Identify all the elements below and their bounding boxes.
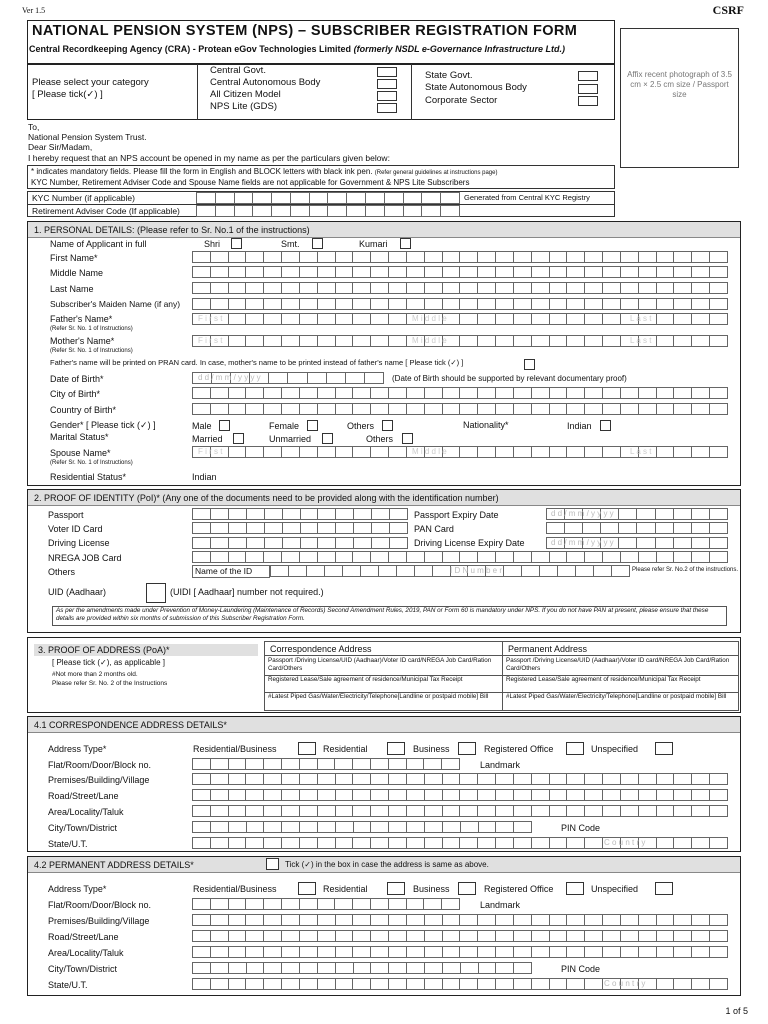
section-42-title: 4.2 PERMANENT ADDRESS DETAILS* xyxy=(34,860,194,870)
gender-others-checkbox[interactable] xyxy=(382,420,393,431)
request-text: I hereby request that an NPS account be opened in my name as per the particulars given below: xyxy=(28,153,390,163)
corr-unspecified-label: Unspecified xyxy=(591,744,639,754)
corr-country-ghost: C o u n t r y xyxy=(604,838,646,847)
same-address-note: Tick (✓) in the box in case the address is same as above. xyxy=(285,860,489,869)
perm-unspecified-label: Unspecified xyxy=(591,884,639,894)
corr-road-label: Road/Street/Lane xyxy=(48,791,119,801)
marital-others-checkbox[interactable] xyxy=(402,433,413,444)
poa-permanent-header: Permanent Address xyxy=(508,644,588,654)
city-birth-input[interactable] xyxy=(192,387,728,399)
version-label: Ver 1.5 xyxy=(22,6,46,15)
maiden-name-input[interactable] xyxy=(192,298,728,310)
poa-corr-row3[interactable]: #Latest Piped Gas/Water/Electricity/Telephone[Landline or postpaid mobile] Bill xyxy=(268,693,489,700)
perm-state-input[interactable] xyxy=(192,978,728,990)
poa-corr-row1[interactable]: Passport /Driving License/UID (Aadhaar)/Voter ID card/NREGA Job Card/Ration Card/Others xyxy=(268,657,492,672)
corr-business-checkbox[interactable] xyxy=(458,742,476,755)
poa-correspondence-header: Correspondence Address xyxy=(270,644,372,654)
marital-others-label: Others xyxy=(366,434,394,444)
corr-landmark-label: Landmark xyxy=(480,760,521,770)
central-autonomous-checkbox[interactable] xyxy=(377,79,397,89)
corr-city-input[interactable] xyxy=(192,821,532,833)
state-autonomous-checkbox[interactable] xyxy=(578,84,598,94)
corr-resbiz-label: Residential/Business xyxy=(193,744,277,754)
dob-ghost: d d / m m / y y y y xyxy=(198,373,261,382)
corr-state-input[interactable] xyxy=(192,837,728,849)
perm-flat-label: Flat/Room/Door/Block no. xyxy=(48,900,152,910)
corr-flat-input[interactable] xyxy=(192,758,460,770)
perm-area-input[interactable] xyxy=(192,946,728,958)
category-tick: [ Please tick(✓) ] xyxy=(32,89,103,100)
nationality-indian-label: Indian xyxy=(567,421,592,431)
father-name-label: Father's Name* xyxy=(50,314,113,324)
category-central-autonomous: Central Autonomous Body xyxy=(210,77,321,88)
passport-label: Passport xyxy=(48,510,84,520)
pan-label: PAN Card xyxy=(414,524,454,534)
male-checkbox[interactable] xyxy=(219,420,230,431)
section-2-title: 2. PROOF OF IDENTITY (PoI)* (Any one of the documents need to be provided along with the identification number) xyxy=(34,493,499,503)
corr-unspecified-checkbox[interactable] xyxy=(655,742,673,755)
poi-others-label: Others xyxy=(48,567,76,577)
first-name-label: First Name* xyxy=(50,253,98,263)
corporate-checkbox[interactable] xyxy=(578,96,598,106)
poa-perm-row2[interactable]: Registered Lease/Sale agreement of residence/Municipal Tax Receipt xyxy=(506,676,701,683)
corr-premises-input[interactable] xyxy=(192,773,728,785)
unmarried-checkbox[interactable] xyxy=(322,433,333,444)
poa-note-1: #Not more than 2 months old. xyxy=(52,671,138,678)
corr-road-input[interactable] xyxy=(192,789,728,801)
corr-address-type-label: Address Type* xyxy=(48,744,107,754)
shri-checkbox[interactable] xyxy=(231,238,242,249)
mother-last-ghost: L a s t xyxy=(630,336,652,345)
corr-area-input[interactable] xyxy=(192,805,728,817)
spouse-name-label: Spouse Name* xyxy=(50,448,111,458)
kumari-label: Kumari xyxy=(359,239,388,249)
father-first-ghost: F i r s t xyxy=(198,314,223,323)
same-address-checkbox[interactable] xyxy=(266,858,279,870)
mother-name-on-pran-checkbox[interactable] xyxy=(524,359,535,370)
marital-label: Marital Status* xyxy=(50,432,109,442)
gender-label: Gender* [ Please tick (✓) ] xyxy=(50,420,156,430)
uid-checkbox[interactable] xyxy=(146,583,166,603)
kyc-label: KYC Number (if applicable) xyxy=(32,193,135,203)
mother-middle-ghost: M i d d l e xyxy=(412,336,447,345)
perm-registered-checkbox[interactable] xyxy=(566,882,584,895)
poa-tick-note: [ Please tick (✓), as applicable ] xyxy=(52,658,165,667)
perm-state-label: State/U.T. xyxy=(48,980,88,990)
kumari-checkbox[interactable] xyxy=(400,238,411,249)
nationality-label: Nationality* xyxy=(463,420,509,430)
voter-id-input[interactable] xyxy=(192,522,408,534)
perm-pin-label: PIN Code xyxy=(561,964,601,974)
residential-label: Residential Status* xyxy=(50,472,127,482)
corr-city-label: City/Town/District xyxy=(48,823,118,833)
female-label: Female xyxy=(269,421,300,431)
poi-refer-note: Please refer Sr. No.2 of the instructions. xyxy=(632,567,739,573)
section-1-title: 1. PERSONAL DETAILS: (Please refer to Sr. No.1 of the instructions) xyxy=(34,225,310,235)
page-title: NATIONAL PENSION SYSTEM (NPS) – SUBSCRIBER REGISTRATION FORM xyxy=(32,23,578,39)
section-3-title: 3. PROOF OF ADDRESS (PoA)* xyxy=(34,644,258,656)
corr-business-label: Business xyxy=(413,744,450,754)
all-citizen-checkbox[interactable] xyxy=(377,91,397,101)
corr-residential-label: Residential xyxy=(323,744,368,754)
dob-note: (Date of Birth should be supported by relevant documentary proof) xyxy=(392,374,627,383)
perm-city-label: City/Town/District xyxy=(48,964,118,974)
perm-business-checkbox[interactable] xyxy=(458,882,476,895)
category-central-govt: Central Govt. xyxy=(210,65,266,76)
perm-landmark-label: Landmark xyxy=(480,900,521,910)
perm-residential-checkbox[interactable] xyxy=(387,882,405,895)
state-govt-checkbox[interactable] xyxy=(578,71,598,81)
pran-note: Father's name will be printed on PRAN card. In case, mother's name to be printed instead of father's name [ Please tick (✓) ] xyxy=(50,358,464,367)
mother-first-ghost: F i r s t xyxy=(198,336,223,345)
country-birth-label: Country of Birth* xyxy=(50,405,117,415)
page-number: 1 of 5 xyxy=(725,1006,748,1016)
married-checkbox[interactable] xyxy=(233,433,244,444)
dl-expiry-ghost: d d / m m / y y y y xyxy=(551,538,614,547)
spouse-first-ghost: F i r s t xyxy=(198,447,223,456)
city-birth-label: City of Birth* xyxy=(50,389,101,399)
corr-residential-checkbox[interactable] xyxy=(387,742,405,755)
poa-note-2: Please refer Sr. No. 2 of the Instructions xyxy=(52,680,168,687)
perm-residential-label: Residential xyxy=(323,884,368,894)
category-all-citizen: All Citizen Model xyxy=(210,89,281,100)
last-name-label: Last Name xyxy=(50,284,94,294)
spouse-refer-note: (Refer Sr. No. 1 of Instructions) xyxy=(50,460,133,466)
salutation: Dear Sir/Madam, xyxy=(28,142,93,152)
name-full-label: Name of Applicant in full xyxy=(50,239,147,249)
kyc-number-grid[interactable] xyxy=(196,192,460,204)
perm-premises-input[interactable] xyxy=(192,914,728,926)
note-kyc: KYC Number, Retirement Adviser Code and Spouse Name fields are not applicable for Government & NPS Lite Subscribers xyxy=(31,178,470,187)
middle-name-input[interactable] xyxy=(192,266,728,278)
section-41-title: 4.1 CORRESPONDENCE ADDRESS DETAILS* xyxy=(34,720,227,730)
gender-others-label: Others xyxy=(347,421,375,431)
name-of-id-label: Name of the ID xyxy=(195,566,253,576)
male-label: Male xyxy=(192,421,212,431)
smt-label: Smt. xyxy=(281,239,300,249)
perm-resbiz-checkbox[interactable] xyxy=(298,882,316,895)
corr-registered-checkbox[interactable] xyxy=(566,742,584,755)
category-corporate: Corporate Sector xyxy=(425,95,498,106)
married-label: Married xyxy=(192,434,223,444)
perm-city-input[interactable] xyxy=(192,962,532,974)
voter-id-label: Voter ID Card xyxy=(48,524,103,534)
father-last-ghost: L a s t xyxy=(630,314,652,323)
trust-name: National Pension System Trust. xyxy=(28,132,147,142)
category-prompt: Please select your category xyxy=(32,77,149,88)
poa-perm-row1[interactable]: Passport /Driving License/UID (Aadhaar)/Voter ID card/NREGA Job Card/Ration Card/Others xyxy=(506,657,730,672)
nationality-indian-checkbox[interactable] xyxy=(600,420,611,431)
nrega-input[interactable] xyxy=(192,551,728,563)
pmla-note: As per the amendments made under Prevention of Money-Laundering (Maintenance of Records) Second Amendment Rules, 2019, PAN or Form 60 is mandatory under NPS. If you do not have PAN at present, please ensure that these details are provided within six months of submission of this Subscriber Registration Form. xyxy=(56,607,709,623)
mother-refer-note: (Refer Sr. No. 1 of Instructions) xyxy=(50,348,133,354)
perm-road-input[interactable] xyxy=(192,930,728,942)
corr-premises-label: Premises/Building/Village xyxy=(48,775,150,785)
category-state-govt: State Govt. xyxy=(425,70,473,81)
father-middle-ghost: M i d d l e xyxy=(412,314,447,323)
photo-instructions: Affix recent photograph of 3.5 cm × 2.5 cm size / Passport size xyxy=(627,70,732,99)
passport-number-input[interactable] xyxy=(192,508,408,520)
poa-perm-row3[interactable]: #Latest Piped Gas/Water/Electricity/Telephone[Landline or postpaid mobile] Bill xyxy=(506,693,727,700)
agency-name: Central Recordkeeping Agency (CRA) - Protean eGov Technologies Limited (formerly NSDL e-Governance Infrastructure Ltd.) xyxy=(29,44,565,54)
maiden-name-label: Subscriber's Maiden Name (if any) xyxy=(50,299,181,309)
perm-premises-label: Premises/Building/Village xyxy=(48,916,150,926)
category-state-autonomous: State Autonomous Body xyxy=(425,82,527,93)
central-govt-checkbox[interactable] xyxy=(377,67,397,77)
perm-country-ghost: C o u n t r y xyxy=(604,979,646,988)
uid-label: UID (Aadhaar) xyxy=(48,587,107,597)
corr-resbiz-checkbox[interactable] xyxy=(298,742,316,755)
perm-flat-input[interactable] xyxy=(192,898,460,910)
corr-flat-label: Flat/Room/Door/Block no. xyxy=(48,760,152,770)
driving-license-label: Driving License xyxy=(48,538,110,548)
dob-label: Date of Birth* xyxy=(50,374,104,384)
corr-registered-label: Registered Office xyxy=(484,744,554,754)
ra-code-grid[interactable] xyxy=(196,205,460,217)
smt-checkbox[interactable] xyxy=(312,238,323,249)
form-code: CSRF xyxy=(712,3,744,17)
note-mandatory: * indicates mandatory fields. Please fill the form in English and BLOCK letters with black ink pen. (Refer general guidelines at instructions page) xyxy=(31,167,498,176)
mother-name-label: Mother's Name* xyxy=(50,336,115,346)
passport-expiry-label: Passport Expiry Date xyxy=(414,510,499,520)
residential-value: Indian xyxy=(192,472,217,482)
to-label: To, xyxy=(28,122,40,132)
uid-note: (UIDI [ Aadhaar] number not required.) xyxy=(170,587,324,597)
id-number-ghost: I D N u m b e r xyxy=(450,566,503,575)
country-birth-input[interactable] xyxy=(192,403,728,415)
nps-lite-checkbox[interactable] xyxy=(377,103,397,113)
spouse-middle-ghost: M i d d l e xyxy=(412,447,447,456)
kyc-generated-note: Generated from Central KYC Registry xyxy=(464,193,590,202)
driving-license-input[interactable] xyxy=(192,537,408,549)
spouse-last-ghost: L a s t xyxy=(630,447,652,456)
category-nps-lite: NPS Lite (GDS) xyxy=(210,101,278,112)
corr-area-label: Area/Locality/Taluk xyxy=(48,807,124,817)
perm-road-label: Road/Street/Lane xyxy=(48,932,119,942)
dl-expiry-label: Driving License Expiry Date xyxy=(414,538,525,548)
female-checkbox[interactable] xyxy=(307,420,318,431)
last-name-input[interactable] xyxy=(192,282,728,294)
poa-corr-row2[interactable]: Registered Lease/Sale agreement of residence/Municipal Tax Receipt xyxy=(268,676,463,683)
first-name-input[interactable] xyxy=(192,251,728,263)
perm-business-label: Business xyxy=(413,884,450,894)
shri-label: Shri xyxy=(204,239,221,249)
perm-registered-label: Registered Office xyxy=(484,884,554,894)
perm-area-label: Area/Locality/Taluk xyxy=(48,948,124,958)
unmarried-label: Unmarried xyxy=(269,434,312,444)
passport-expiry-ghost: d d / m m / y y y y xyxy=(551,509,614,518)
pan-input[interactable] xyxy=(546,522,728,534)
perm-address-type-label: Address Type* xyxy=(48,884,107,894)
father-refer-note: (Refer Sr. No. 1 of Instructions) xyxy=(50,326,133,332)
corr-pin-label: PIN Code xyxy=(561,823,601,833)
perm-unspecified-checkbox[interactable] xyxy=(655,882,673,895)
middle-name-label: Middle Name xyxy=(50,268,104,278)
perm-resbiz-label: Residential/Business xyxy=(193,884,277,894)
ra-code-label: Retirement Adviser Code (If applicable) xyxy=(32,206,180,216)
corr-state-label: State/U.T. xyxy=(48,839,88,849)
nrega-label: NREGA JOB Card xyxy=(48,553,122,563)
